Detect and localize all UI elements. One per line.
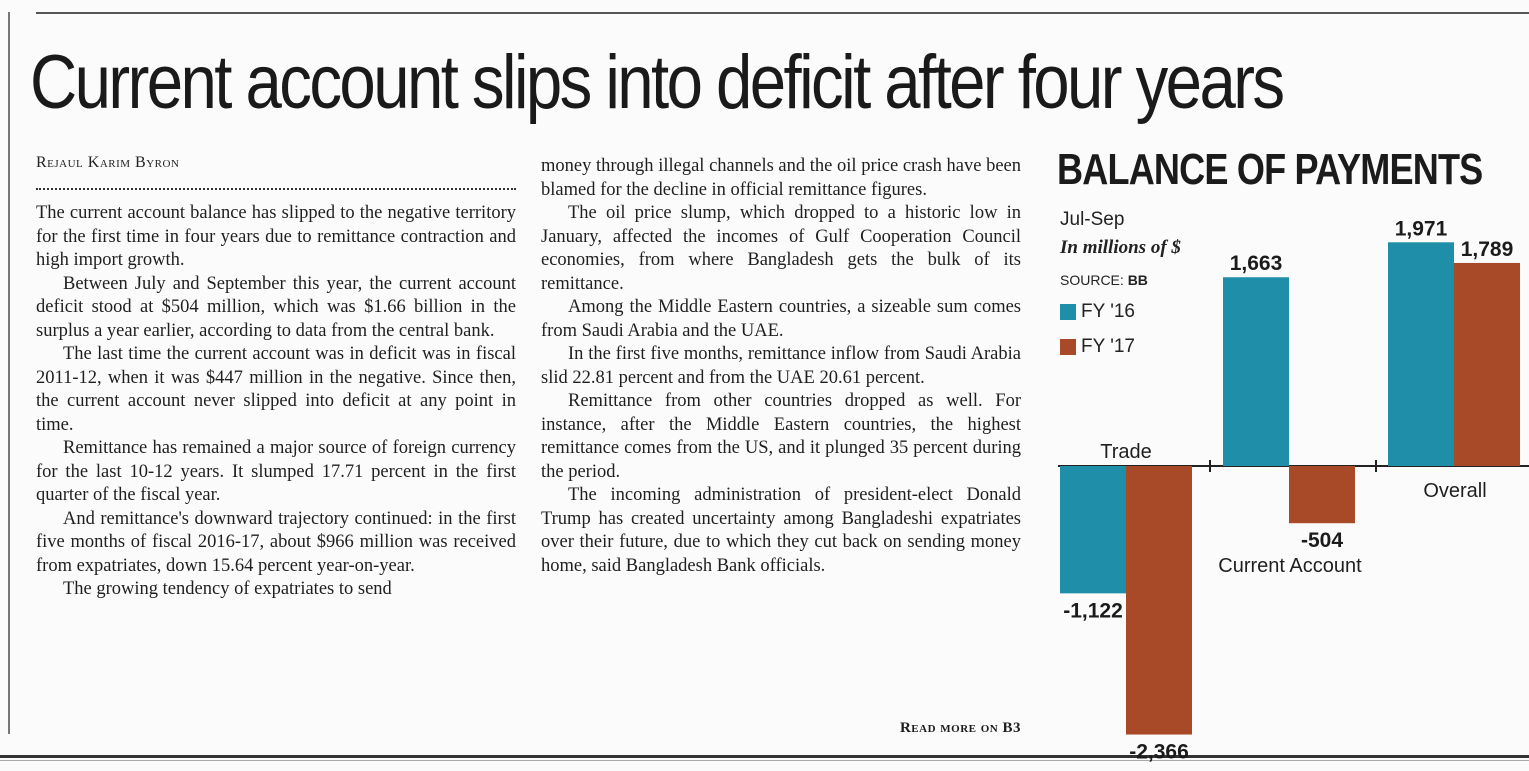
data-label: -1,122 bbox=[1063, 599, 1123, 623]
bar-fy17-0 bbox=[1126, 466, 1192, 735]
byline: Rejaul Karim Byron bbox=[36, 154, 180, 171]
paragraph: The growing tendency of expatriates to send bbox=[63, 579, 392, 599]
paragraph: money through illegal channels and the oil price crash have been blamed for the decline in official remittance figures. bbox=[541, 156, 1021, 200]
bar-fy17-1 bbox=[1289, 466, 1355, 523]
bar-fy16-1 bbox=[1223, 277, 1289, 466]
paragraph: And remittance's downward trajectory continued: in the first five months of fiscal 2016-17, about $966 million was received from expatriates, down 15.64 percent year-on-year. bbox=[36, 508, 516, 576]
legend-label-fy16: FY '16 bbox=[1081, 301, 1135, 322]
headline: Current account slips into deficit after four years bbox=[30, 40, 1283, 125]
chart-title: BALANCE OF PAYMENTS bbox=[1057, 145, 1483, 194]
data-label: 1,971 bbox=[1394, 217, 1448, 241]
paragraph: Remittance from other countries dropped as well. For instance, after the Middle Eastern countries, the highest remittance comes from the US, and it plunged 35 percent during the period. bbox=[541, 391, 1021, 482]
category-label: Trade bbox=[1100, 441, 1152, 463]
paragraph: In the first five months, remittance inflow from Saudi Arabia slid 22.81 percent and from the UAE 20.61 percent. bbox=[541, 344, 1021, 388]
paragraph: The last time the current account was in deficit was in fiscal 2011-12, when it was $447 million in the negative. Since then, the current account never slipped into deficit at any point in time. bbox=[36, 344, 516, 435]
paragraph: Among the Middle Eastern countries, a sizeable sum comes from Saudi Arabia and the UAE. bbox=[541, 297, 1021, 341]
data-label: -2,366 bbox=[1129, 740, 1189, 764]
paragraph: Remittance has remained a major source of foreign currency for the last 10-12 years. It slumped 17.71 percent in the first quarter of the fiscal year. bbox=[36, 438, 516, 505]
bar-fy17-2 bbox=[1454, 263, 1520, 466]
category-label: Overall bbox=[1423, 480, 1487, 502]
paragraph: Between July and September this year, the current account deficit stood at $504 million, which was $1.66 billion in the surplus a year earlier, according to data from the central bank. bbox=[36, 273, 516, 341]
source-label: SOURCE: bbox=[1060, 272, 1124, 288]
chart-units: In millions of $ bbox=[1060, 237, 1181, 258]
paragraph: The oil price slump, which dropped to a historic low in January, affected the incomes of Gulf Cooperation Council economies, from where Bangladesh gets the bulk of its remittance. bbox=[541, 203, 1021, 294]
bar-fy16-2 bbox=[1388, 242, 1454, 466]
chart-period: Jul-Sep bbox=[1060, 209, 1125, 230]
bar-fy16-0 bbox=[1060, 466, 1126, 593]
paragraph: The incoming administration of president-elect Donald Trump has created uncertainty among Bangladeshi expatriates over their future, due to which they cut back on sending money home, said Bangladesh Bank officials. bbox=[541, 485, 1021, 576]
paragraph: The current account balance has slipped to the negative territory for the first time in four years due to remittance contraction and high import growth. bbox=[36, 203, 516, 270]
data-label: -504 bbox=[1300, 529, 1344, 553]
read-more-link[interactable]: Read more on B3 bbox=[899, 720, 1021, 736]
data-label: 1,663 bbox=[1229, 252, 1283, 276]
data-label: 1,789 bbox=[1460, 237, 1514, 261]
category-label: Current Account bbox=[1218, 555, 1362, 577]
source-value: BB bbox=[1127, 272, 1148, 288]
legend-label-fy17: FY '17 bbox=[1081, 336, 1135, 357]
